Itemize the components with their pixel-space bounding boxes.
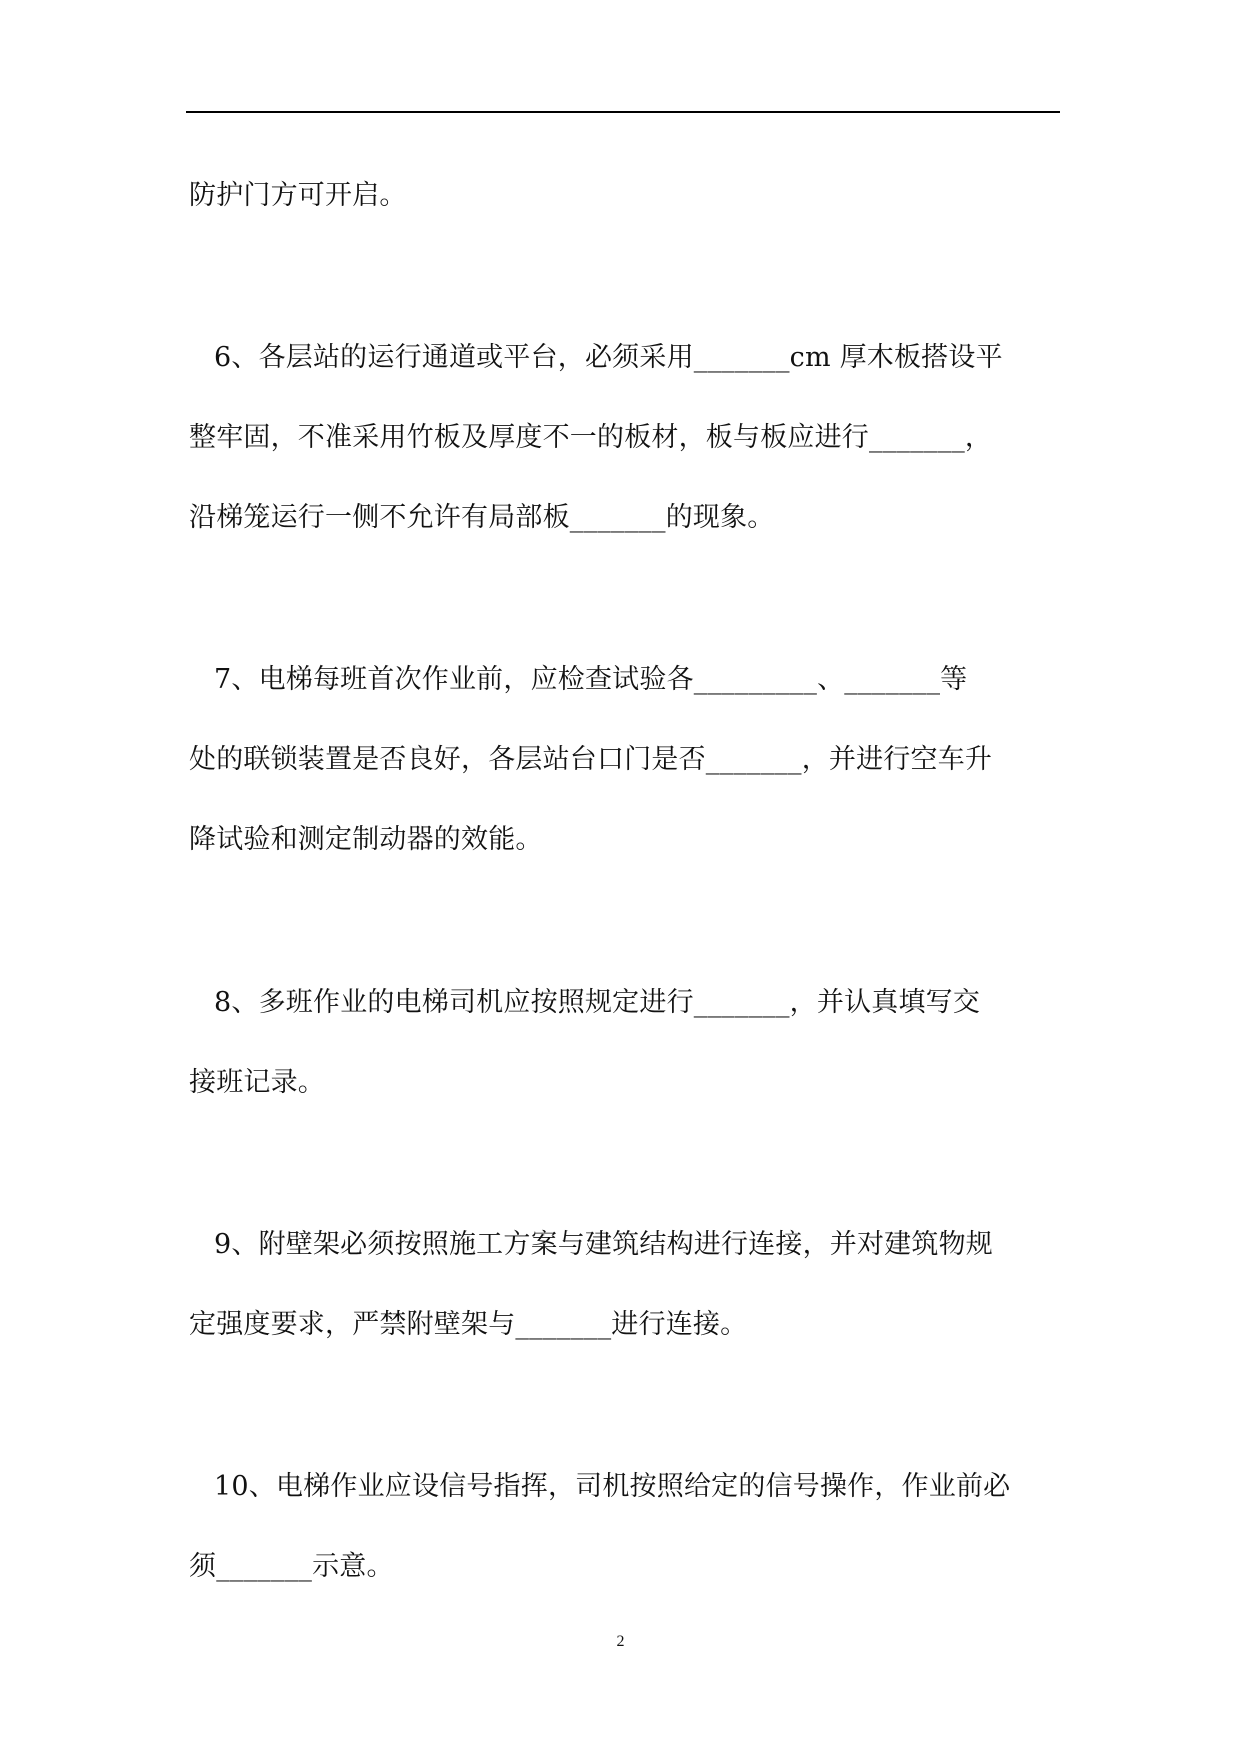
text-line: 防护门方可开启。 (189, 180, 407, 211)
page-number: 2 (616, 1633, 625, 1650)
question-10-line-2: 须_______示意。 (189, 1551, 394, 1582)
question-8-line-1: 8、多班作业的电梯司机应按照规定进行_______，并认真填写交 (214, 987, 981, 1018)
question-9-line-2: 定强度要求，严禁附壁架与_______进行连接。 (189, 1309, 748, 1340)
question-7-line-1: 7、电梯每班首次作业前，应检查试验各_________、_______等 (214, 664, 968, 695)
question-10-line-1: 10、电梯作业应设信号指挥，司机按照给定的信号操作，作业前必 (214, 1471, 1011, 1502)
question-6-line-3: 沿梯笼运行一侧不允许有局部板_______的现象。 (189, 502, 775, 533)
question-7-line-2: 处的联锁装置是否良好，各层站台口门是否_______，并进行空车升 (189, 744, 993, 775)
question-6-line-2: 整牢固，不准采用竹板及厚度不一的板材，板与板应进行_______， (189, 422, 993, 453)
question-8-line-2: 接班记录。 (189, 1067, 325, 1098)
question-7-line-3: 降试验和测定制动器的效能。 (189, 824, 543, 855)
question-6-line-1: 6、各层站的运行通道或平台，必须采用_______cm 厚木板搭设平 (214, 342, 1003, 373)
question-9-line-1: 9、附壁架必须按照施工方案与建筑结构进行连接，并对建筑物规 (214, 1229, 993, 1260)
header-rule (186, 111, 1060, 113)
